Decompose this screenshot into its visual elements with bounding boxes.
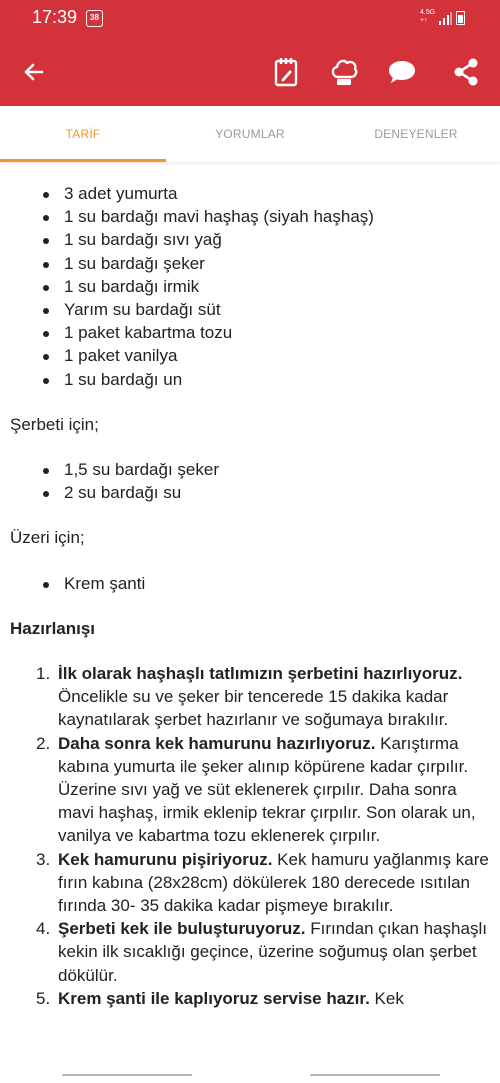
network-type: 4.5G — [420, 9, 436, 16]
nav-home-handle[interactable] — [310, 1074, 440, 1076]
step-number: 4. — [36, 919, 51, 939]
status-bar — [0, 0, 500, 36]
step-text: Kek hamuru yağlanmış kare fırın kabına (28x28cm) dökülerek 180 derecede ısıtılan fırında 30- 35 dakika kadar pişmeye bırakılır. — [58, 849, 489, 916]
network-activity: +↑ — [420, 17, 428, 24]
tab-bar — [0, 106, 500, 162]
nav-back-handle[interactable] — [62, 1074, 192, 1076]
step-text: Öncelikle su ve şeker bir tencerede 15 dakika kadar kaynatılarak şerbet hazırlanır ve soğumaya bırakılır. — [58, 687, 449, 730]
notes-button[interactable] — [270, 56, 302, 88]
notepad-icon — [273, 57, 299, 87]
ingredients-list — [0, 182, 500, 391]
list-item: Krem şanti — [64, 572, 500, 595]
list-item: 1 paket kabartma tozu — [64, 321, 500, 344]
arrow-left-icon — [22, 60, 46, 84]
topping-heading: Üzeri için; — [10, 528, 85, 548]
step-lead: Krem şanti ile kaplıyoruz servise hazır. — [58, 988, 370, 1008]
tab-recipe[interactable]: TARİF — [0, 106, 166, 162]
share-icon — [452, 57, 480, 87]
battery-icon — [456, 11, 465, 25]
comments-button[interactable] — [386, 56, 418, 88]
system-navigation-bar — [0, 1067, 500, 1083]
list-item: 1 su bardağı şeker — [64, 252, 500, 275]
list-item: 1 su bardağı un — [64, 368, 500, 391]
tab-triers[interactable]: DENEYENLER — [374, 127, 458, 141]
status-time: 17:39 — [32, 7, 78, 27]
step-lead: Daha sonra kek hamurunu hazırlıyoruz. — [58, 733, 376, 753]
share-button[interactable] — [450, 56, 482, 88]
list-item: 3 adet yumurta — [64, 182, 500, 205]
step-item — [36, 848, 494, 918]
tab-comments[interactable]: YORUMLAR — [215, 127, 285, 141]
step-text: Fırından çıkan haşhaşlı kekin ilk sıcaklığı geçince, üzerine soğumuş olan şerbet dökülür. — [58, 919, 487, 985]
syrup-heading: Şerbeti için; — [10, 414, 99, 434]
chat-bubble-icon — [387, 58, 417, 86]
app-toolbar — [0, 36, 500, 106]
list-item: 1 su bardağı mavi haşhaş (siyah haşhaş) — [64, 205, 500, 228]
step-number: 3. — [36, 849, 51, 869]
step-lead: Kek hamurunu pişiriyoruz. — [58, 849, 273, 869]
back-button[interactable] — [18, 56, 50, 88]
topping-list — [0, 572, 500, 595]
step-text: Kek — [369, 988, 404, 1008]
step-text: Karıştırma kabına yumurta ile şeker alınıp köpürene kadar çırpılır. Üzerine sıvı yağ ve süt eklenerek çırpılır. Daha sonra mavi haşhaş, irmik eklenip tekrar çırpılır. Son olarak un, vanilya ve kabartma tozu eklenerek çırpılır. — [58, 733, 476, 846]
step-item — [36, 662, 494, 732]
step-number: 1. — [36, 664, 51, 684]
list-item: 1 su bardağı sıvı yağ — [64, 228, 500, 251]
list-item: 2 su bardağı su — [64, 481, 500, 504]
step-number: 2. — [36, 733, 51, 753]
preparation-heading: Hazırlanışı — [10, 618, 96, 638]
step-item — [36, 917, 494, 987]
preparation-steps — [0, 662, 500, 1010]
chef-hat-icon — [328, 56, 360, 88]
step-number: 5. — [36, 988, 51, 1008]
network-indicator — [420, 9, 435, 25]
step-item — [36, 987, 494, 1010]
step-lead: Şerbeti kek ile buluşturuyoruz. — [58, 919, 306, 939]
list-item: 1 su bardağı irmik — [64, 275, 500, 298]
list-item: 1,5 su bardağı şeker — [64, 458, 500, 481]
step-lead: İlk olarak haşhaşlı tatlımızın şerbetini hazırlıyoruz. — [58, 664, 463, 684]
step-item — [36, 732, 494, 848]
signal-icon — [438, 11, 452, 25]
list-item: Yarım su bardağı süt — [64, 298, 500, 321]
list-item: 1 paket vanilya — [64, 344, 500, 367]
notification-badge-icon: 38 — [86, 10, 103, 27]
recipe-content — [0, 162, 500, 1067]
syrup-list — [0, 458, 500, 504]
chef-button[interactable] — [328, 56, 360, 88]
